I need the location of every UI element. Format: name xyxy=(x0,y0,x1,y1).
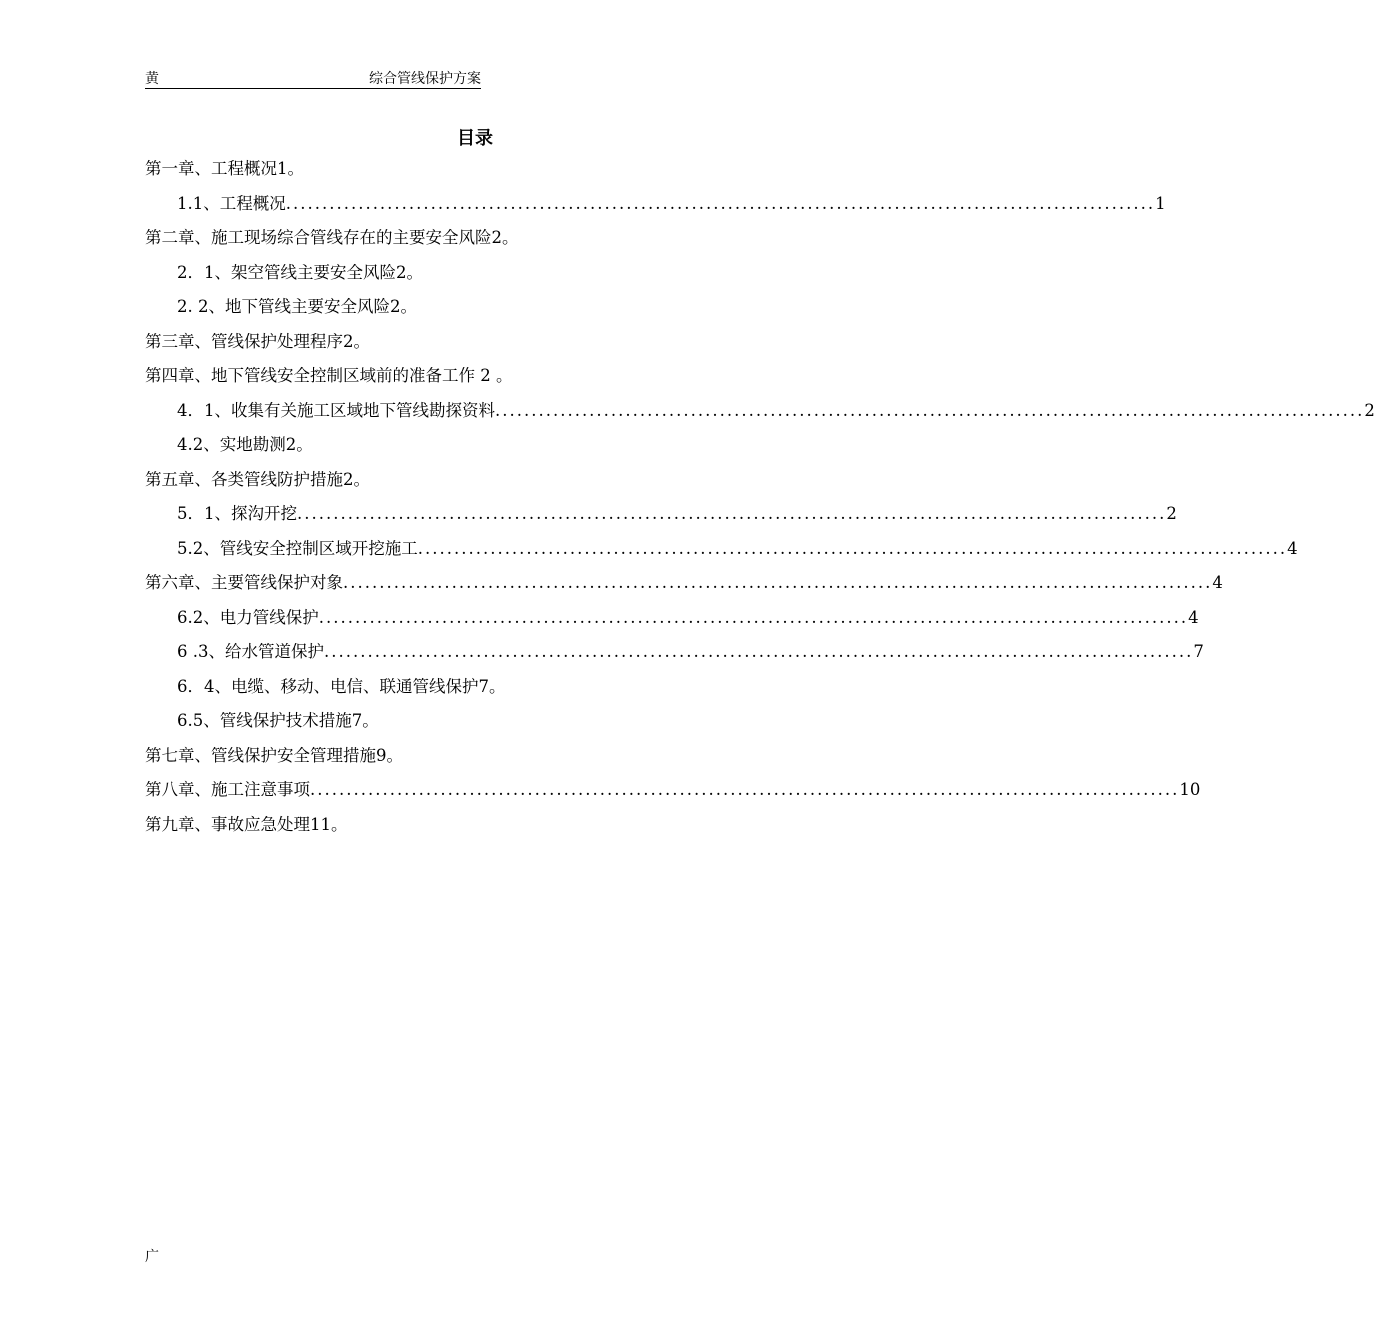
page-footer: 广 xyxy=(145,1249,159,1265)
toc-entry-page: 10 xyxy=(1179,780,1201,799)
toc-entry-label: 第六章、主要管线保护对象 xyxy=(145,573,343,592)
toc-entry[interactable] xyxy=(145,601,1199,636)
header-document-title: 综合管线保护方案 xyxy=(369,71,481,87)
toc-leader-dots: ........................................................................................................................ xyxy=(495,400,1365,420)
toc-entry[interactable] xyxy=(145,256,806,291)
toc-entry-label: 第三章、管线保护处理程序2。 xyxy=(145,331,370,351)
toc-entry[interactable] xyxy=(145,221,806,256)
toc-entry-label: 第五章、各类管线防护措施2。 xyxy=(145,469,370,489)
toc-entry[interactable] xyxy=(145,152,806,187)
toc-entry[interactable] xyxy=(145,808,806,843)
toc-leader-dots: ........................................................................................................................ xyxy=(417,538,1288,558)
toc-entry[interactable] xyxy=(145,187,1166,222)
toc-entry[interactable] xyxy=(145,566,1223,601)
toc-leader-dots: ........................................................................................................................ xyxy=(343,573,1213,592)
toc-entry-label: 6．4、电缆、移动、电信、联通管线保护7。 xyxy=(177,676,506,696)
toc-entry[interactable] xyxy=(145,497,1177,532)
toc-entry-label: 5．1、探沟开挖 xyxy=(177,504,297,523)
toc-leader-dots: ........................................................................................................................ xyxy=(318,607,1189,627)
toc-entry[interactable] xyxy=(145,463,806,498)
toc-entry[interactable] xyxy=(145,532,1298,567)
toc-entry-page: 7 xyxy=(1193,642,1204,661)
toc-entry-label: 第九章、事故应急处理11。 xyxy=(145,814,348,834)
header-left-text: 黄 xyxy=(145,71,159,87)
toc-entry-label: 第七章、管线保护安全管理措施9。 xyxy=(145,745,403,765)
page-header xyxy=(145,66,481,89)
toc-leader-dots: ........................................................................................................................ xyxy=(324,642,1194,661)
toc-entry-label: 第四章、地下管线安全控制区域前的准备工作 2 。 xyxy=(145,366,513,385)
toc-entry-label: 5.2、管线安全控制区域开挖施工 xyxy=(177,538,418,558)
toc-entry-label: 4．1、收集有关施工区域地下管线勘探资料 xyxy=(177,400,495,420)
toc-entry-label: 2. 2、地下管线主要安全风险2。 xyxy=(177,297,417,316)
toc-entry-label: 第八章、施工注意事项 xyxy=(145,780,310,799)
toc-title: 目录 xyxy=(457,128,493,149)
toc-entry[interactable] xyxy=(145,773,1201,808)
toc-entry-page: 4 xyxy=(1188,607,1199,627)
toc-entry-label: 2．1、架空管线主要安全风险2。 xyxy=(177,262,423,282)
toc-entry-label: 1.1、工程概况 xyxy=(177,193,286,213)
toc-entry-label: 第二章、施工现场综合管线存在的主要安全风险2。 xyxy=(145,228,519,247)
toc-entry[interactable] xyxy=(145,359,806,394)
toc-entry-label: 第一章、工程概况1。 xyxy=(145,159,304,178)
toc-entry-page: 4 xyxy=(1287,538,1298,558)
toc-entry-page: 1 xyxy=(1155,193,1166,213)
table-of-contents xyxy=(145,152,1375,842)
toc-entry-page: 2 xyxy=(1166,504,1177,523)
toc-entry-label: 4.2、实地勘测2。 xyxy=(177,435,313,454)
toc-entry-label: 6.5、管线保护技术措施7。 xyxy=(177,711,379,730)
toc-leader-dots: ........................................................................................................................ xyxy=(297,504,1167,523)
toc-leader-dots: ........................................................................................................................ xyxy=(310,780,1180,799)
toc-entry[interactable] xyxy=(145,325,806,360)
toc-entry-label: 6.2、电力管线保护 xyxy=(177,607,319,627)
toc-entry-page: 4 xyxy=(1212,573,1223,592)
toc-entry[interactable] xyxy=(145,739,806,774)
toc-entry[interactable] xyxy=(145,670,806,705)
toc-entry[interactable] xyxy=(145,635,1204,670)
toc-entry-label: 6 .3、给水管道保护 xyxy=(177,642,324,661)
toc-entry[interactable] xyxy=(145,394,1375,429)
toc-entry-page: 2 xyxy=(1364,400,1375,420)
toc-leader-dots: ........................................................................................................................ xyxy=(285,193,1156,213)
toc-entry[interactable] xyxy=(145,704,806,739)
toc-entry[interactable] xyxy=(145,290,806,325)
toc-entry[interactable] xyxy=(145,428,806,463)
